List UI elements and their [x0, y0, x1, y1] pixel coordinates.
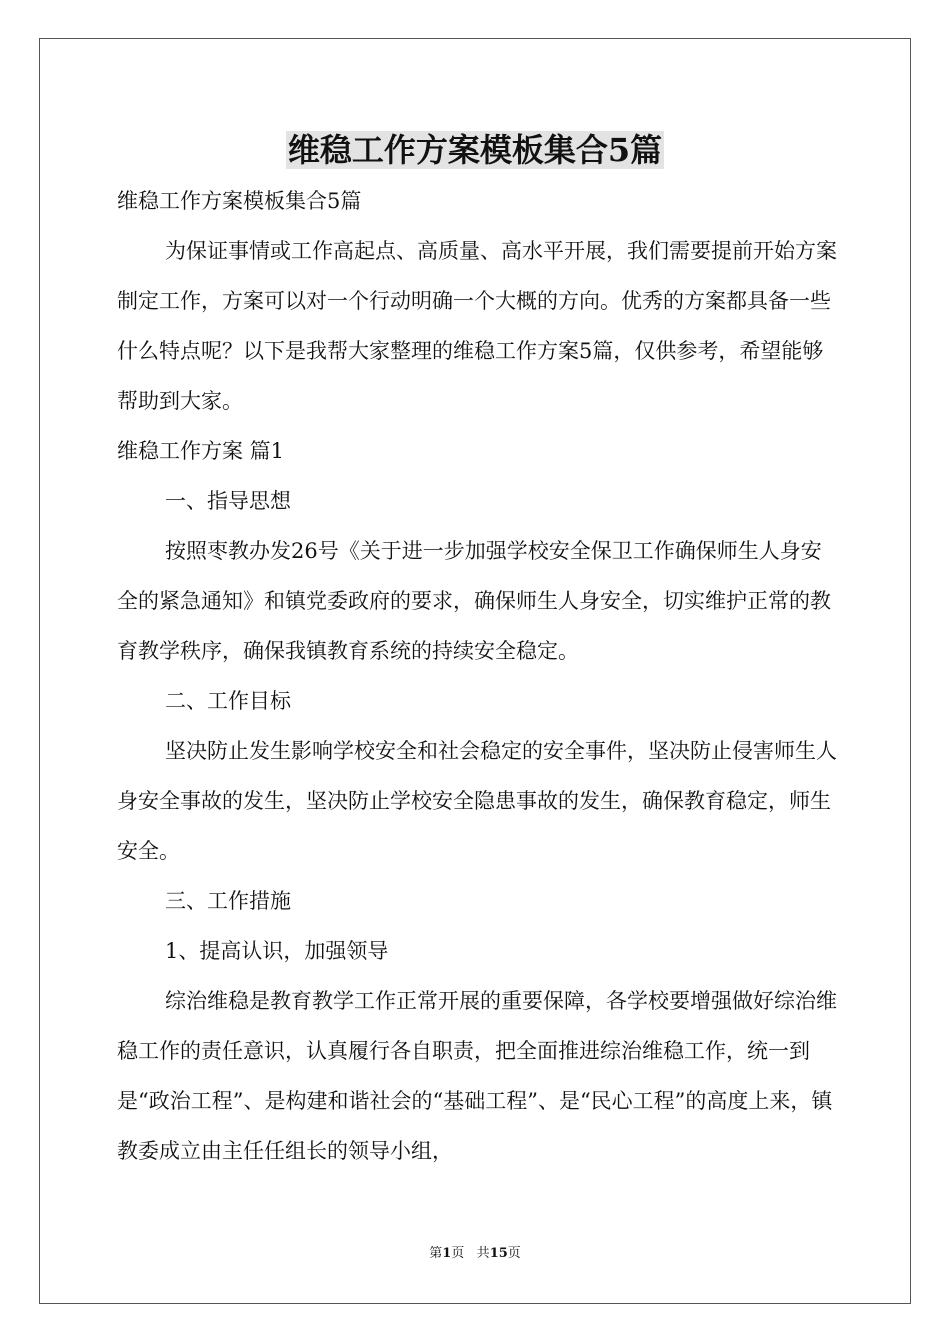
subheading-work-measures: 三、工作措施	[165, 889, 291, 913]
paragraph-measure-1: 综治维稳是教育教学工作正常开展的重要保障，各学校要增强做好综治维稳工作的责任意识，认真履行各自职责，把全面推进综治维稳工作，统一到是“政治工程”、是构建和谐社会的“基础工程”、是“民心工程”的高度上来，镇教委成立由主任任组长的领导小组，	[117, 989, 837, 1163]
current-page-number: 1	[442, 1246, 452, 1261]
paragraph-guiding-ideology: 按照枣教办发26号《关于进一步加强学校安全保卫工作确保师生人身安全的紧急通知》和镇党委政府的要求，确保师生人身安全，切实维护正常的教育教学秩序，确保我镇教育系统的持续安全稳定。	[117, 539, 831, 663]
paragraph-subtitle: 维稳工作方案模板集合5篇	[117, 189, 362, 213]
paragraph-intro: 为保证事情或工作高起点、高质量、高水平开展，我们需要提前开始方案制定工作，方案可以对一个行动明确一个大概的方向。优秀的方案都具备一些什么特点呢？以下是我帮大家整理的维稳工作方案5篇，仅供参考，希望能够帮助到大家。	[117, 239, 837, 413]
footer-prefix: 第	[429, 1246, 443, 1261]
subheading-guiding-ideology: 一、指导思想	[165, 489, 291, 513]
page-footer	[0, 1245, 950, 1263]
total-page-count: 15	[489, 1246, 508, 1261]
subheading-work-goals: 二、工作目标	[165, 689, 291, 713]
section-heading: 维稳工作方案 篇1	[117, 439, 285, 463]
paragraph-work-goals: 坚决防止发生影响学校安全和社会稳定的安全事件，坚决防止侵害师生人身安全事故的发生，坚决防止学校安全隐患事故的发生，确保教育稳定，师生安全。	[117, 739, 837, 863]
footer-total-prefix: 共	[476, 1246, 490, 1261]
document-title	[0, 128, 950, 172]
subheading-measure-1: 1、提高认识，加强领导	[165, 939, 389, 963]
footer-total-unit: 页	[507, 1246, 521, 1261]
document-body	[117, 176, 837, 1176]
footer-page-unit: 页	[451, 1246, 465, 1261]
document-title-text: 维稳工作方案模板集合5篇	[287, 131, 663, 169]
